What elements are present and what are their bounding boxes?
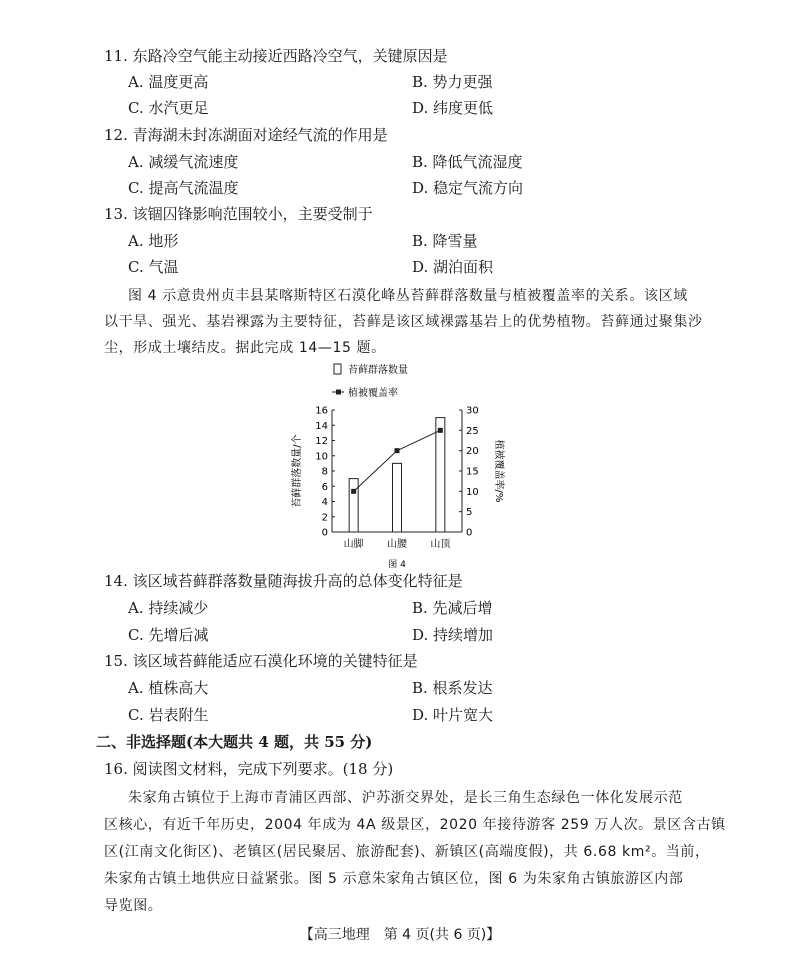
- question-13-stem: 13. 该锢囚锋影响范围较小，主要受制于: [104, 205, 373, 223]
- question-15-stem: 15. 该区域苔藓能适应石漠化环境的关键特征是: [104, 652, 418, 670]
- x-tick-label: 山脚: [343, 539, 364, 550]
- material-line-1: 朱家角古镇位于上海市青浦区西部、沪苏浙交界处，是长三角生态绿色一体化发展示范: [128, 790, 683, 806]
- question-13-option-d: D. 湖泊面积: [412, 258, 494, 276]
- left-tick-label: 0: [321, 527, 328, 539]
- left-tick-label: 6: [321, 481, 328, 493]
- question-12-option-c: C. 提高气流温度: [128, 179, 239, 197]
- right-axis-title: 植被覆盖率/%: [493, 439, 504, 503]
- left-axis-title: 苔藓群落数量/个: [292, 434, 303, 508]
- right-tick-label: 20: [466, 446, 479, 458]
- left-tick-label: 12: [315, 436, 328, 447]
- left-tick-label: 8: [321, 466, 328, 478]
- figure-4-chart: [280, 360, 520, 575]
- question-15-option-d: D. 叶片宽大: [412, 706, 494, 724]
- bar-山脚: [349, 479, 358, 532]
- legend-line-marker: [336, 390, 341, 395]
- question-12-option-a: A. 减缓气流速度: [128, 153, 239, 171]
- material-line-3: 区(江南文化街区)、老镇区(居民聚居、旅游配套)、新镇区(高端度假)，共 6.68 km²。当前，: [104, 844, 710, 860]
- right-tick-label: 5: [466, 507, 473, 519]
- question-12-option-b: B. 降低气流湿度: [412, 153, 523, 171]
- right-tick-label: 25: [466, 425, 479, 437]
- legend-line-label: 植被覆盖率: [348, 388, 398, 399]
- question-14-option-d: D. 持续增加: [412, 626, 494, 644]
- question-14-option-c: C. 先增后减: [128, 626, 209, 644]
- section-2-title: 二、非选择题(本大题共 4 题，共 55 分): [96, 733, 373, 751]
- page-footer-text: 【高三地理 第 4 页(共 6 页)】: [299, 927, 501, 943]
- figure-caption: 图 4: [388, 560, 406, 570]
- bar-山腰: [393, 463, 402, 532]
- coverage-point-山腰: [395, 448, 400, 453]
- question-14-stem: 14. 该区域苔藓群落数量随海拔升高的总体变化特征是: [104, 572, 463, 590]
- intro-line-2: 以干旱、强光、基岩裸露为主要特征，苔藓是该区域裸露基岩上的优势植物。苔藓通过聚集沙: [104, 314, 703, 330]
- coverage-point-山脚: [351, 489, 356, 494]
- coverage-point-山顶: [438, 428, 443, 433]
- question-11-option-b: B. 势力更强: [412, 73, 493, 91]
- question-12-stem: 12. 青海湖未封冻湖面对途经气流的作用是: [104, 126, 388, 144]
- question-11-option-d: D. 纬度更低: [412, 99, 494, 117]
- question-15-option-c: C. 岩表附生: [128, 706, 209, 724]
- question-13-option-b: B. 降雪量: [412, 232, 478, 250]
- right-tick-label: 0: [466, 527, 473, 539]
- page-footer: [0, 924, 800, 944]
- left-tick-label: 10: [315, 451, 328, 463]
- question-13-option-c: C. 气温: [128, 258, 179, 276]
- material-line-2: 区核心，有近千年历史，2004 年成为 4A 级景区，2020 年接待游客 259 万人次。景区含古镇: [104, 817, 726, 833]
- question-14-option-a: A. 持续减少: [128, 599, 209, 617]
- bar-山顶: [436, 418, 445, 532]
- question-11-option-c: C. 水汽更足: [128, 99, 209, 117]
- question-15-option-a: A. 植株高大: [128, 679, 209, 697]
- left-tick-label: 16: [315, 405, 328, 417]
- question-16-stem: 16. 阅读图文材料，完成下列要求。(18 分): [104, 760, 394, 778]
- left-tick-label: 14: [315, 420, 328, 432]
- question-12-option-d: D. 稳定气流方向: [412, 179, 524, 197]
- legend-bar-label: 苔藓群落数量: [348, 365, 408, 376]
- intro-line-1: 图 4 示意贵州贞丰县某喀斯特区石漠化峰丛苔藓群落数量与植被覆盖率的关系。该区域: [128, 288, 688, 304]
- left-tick-label: 2: [321, 512, 328, 524]
- question-14-option-b: B. 先减后增: [412, 599, 493, 617]
- material-line-5: 导览图。: [104, 898, 163, 914]
- chart-svg: [280, 360, 520, 575]
- legend-bar-swatch: [334, 364, 341, 374]
- question-15-option-b: B. 根系发达: [412, 679, 493, 697]
- question-11-stem: 11. 东路冷空气能主动接近西路冷空气，关键原因是: [104, 47, 448, 65]
- x-tick-label: 山腰: [387, 539, 407, 550]
- question-13-option-a: A. 地形: [128, 232, 179, 250]
- x-tick-label: 山顶: [430, 539, 451, 550]
- left-tick-label: 4: [321, 497, 328, 508]
- intro-line-3: 尘，形成土壤结皮。据此完成 14—15 题。: [104, 340, 386, 356]
- material-line-4: 朱家角古镇土地供应日益紧张。图 5 示意朱家角古镇区位，图 6 为朱家角古镇旅游区内部: [104, 871, 684, 887]
- right-tick-label: 30: [466, 405, 479, 417]
- question-11-option-a: A. 温度更高: [128, 73, 209, 91]
- right-tick-label: 15: [466, 466, 479, 478]
- right-tick-label: 10: [466, 486, 479, 498]
